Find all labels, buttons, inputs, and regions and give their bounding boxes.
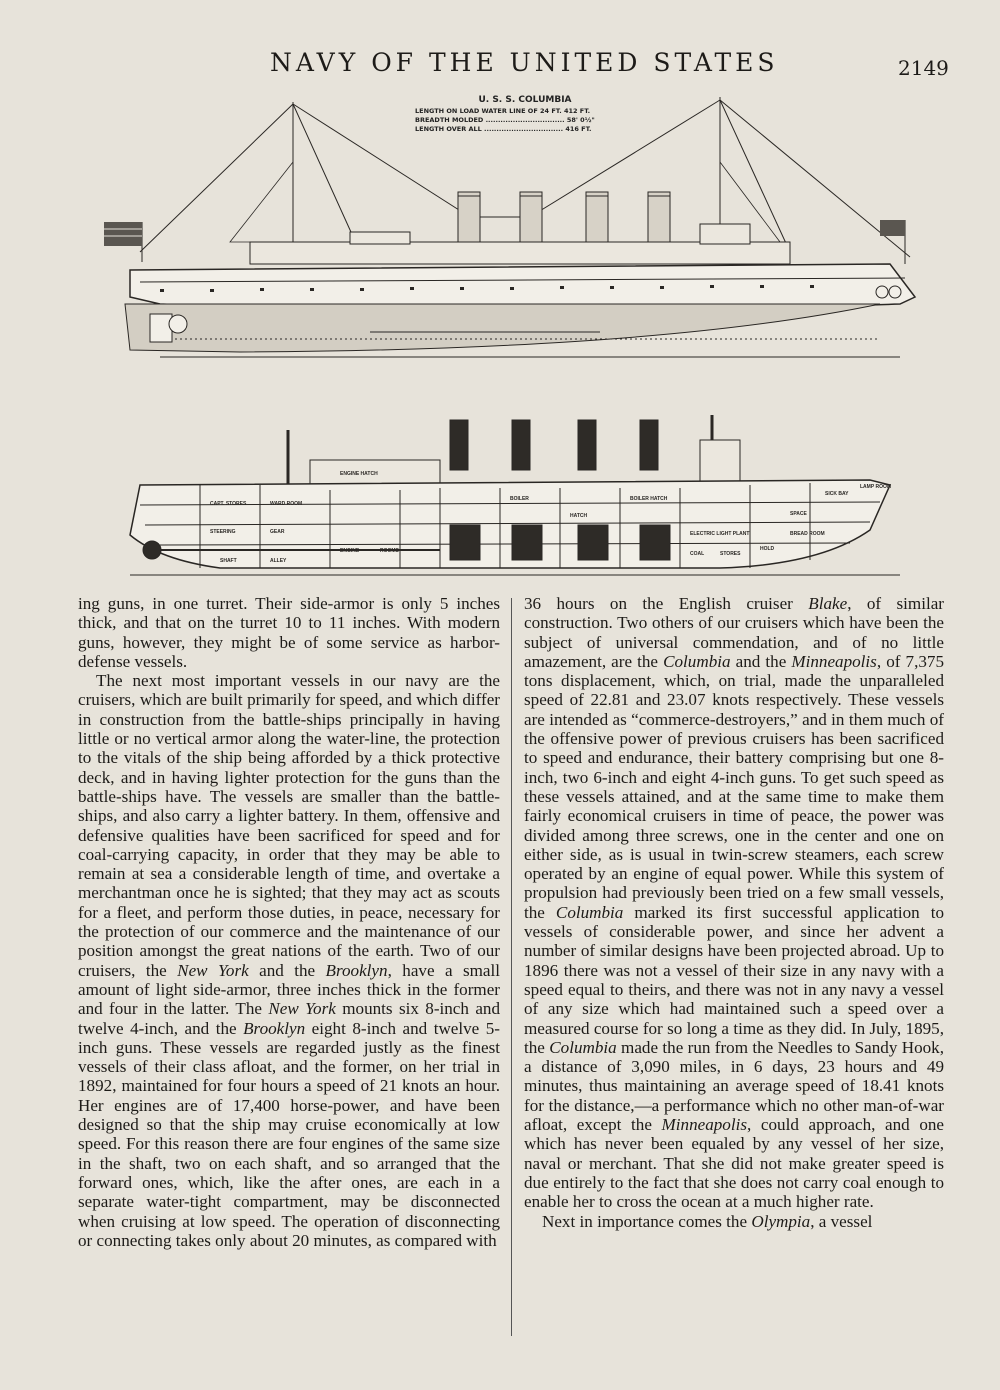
text-run: made the run from the Needles to Sandy Hook, a distance of 3,090 miles, in 6 days, 23 hours and 49 minutes, thus maintaining an average speed of 18.41 knots for the distance,—a performance which no other man-of-war afloat, except the [524,1037,944,1135]
paragraph [524,1212,944,1231]
section-label: ENGINE [340,548,360,554]
section-label: GEAR [270,529,285,535]
running-head: NAVY OF THE UNITED STATES [270,48,779,77]
text-run: eight 8-inch and twelve 5-inch guns. These vessels are regarded justly as the finest vessels of their class afloat, and the former, on her trial in 1892, maintained for four hours a speed of 21 knots an hour. Her engines are of 17,400 horse-power, and have been designed so that the ship may cruise economically at low speed. For this reason there are four engines of the same size in the shaft, two on each shaft, and so arranged that the forward ones, which, like the after ones, are each in a separate water-tight compartment, may be disconnected when cruising at low speed. The operation of disconnecting or connecting takes only about 20 minutes, as compared with [78,1018,501,1250]
section-label: HATCH [570,513,588,519]
column-rule [511,598,512,1336]
text-run: marked its first successful application to vessels of considerable power, and since her advent a number of similar designs have been projected abroad. Up to 1896 there was not a vessel of their size in any navy with a speed equal to theirs, and there was not in any navy a vessel of any size which had maintained such a speed over a measured course for so long a time as they did. In July, 1895, the [524,902,944,1057]
section-label: SPACE [790,511,807,517]
section-label: BREAD ROOM [790,531,825,537]
figure-title: U. S. S. COLUMBIA [478,95,572,105]
text-run: 36 hours on the English cruiser [524,594,809,613]
section-label: STORES [720,551,741,557]
right-column [524,594,944,1231]
text-run: , of similar construction. Two others of our cruisers which have been the subject of universal commendation, and of no little amazement, are the [524,594,944,671]
italic-text: Columbia [663,651,731,671]
paragraph [78,671,500,1250]
italic-text: Olympia [751,1211,811,1231]
italic-text: New York [268,999,336,1019]
section-label: ENGINE HATCH [340,471,378,477]
section-label: ROOMS [380,548,399,554]
section-label: ELECTRIC LIGHT PLANT [690,531,750,537]
italic-text: Columbia [549,1037,617,1057]
text-run: , a vessel [810,1211,873,1231]
italic-text: Minneapolis [661,1115,747,1135]
section-label: WARD ROOM [270,501,303,507]
section-label: CAPT. STORES [210,501,247,507]
section-label: ALLEY [270,558,287,564]
text-run: The next most important vessels in our navy are the cruisers, which are built primarily for speed, and which differ in construction from the battle-ships principally in having little or no vertical armor along the water-line, the protection to the vitals of the ship being afforded by a thick protective deck, and in having lighter protection for the guns than the battle-ships have. The vessels are smaller than the battle-ships, and also carry a lighter battery. In them, offensive and defensive qualities have been sacrificed for speed and for coal-carrying capacity, in order that they may be able to remain at sea a considerable length of time, and overtake a merchantman once he is sighted; that they may act as scouts for a fleet, and perform those duties, in peace, necessary for the protection of our commerce and the maintenance of our position amongst the great nations of the earth. Two of our cruisers, the [78,671,500,980]
section-label: COAL [690,551,705,557]
spec-line: LENGTH ON LOAD WATER LINE OF 24 FT. 412 FT. [415,107,591,115]
text-run: mounts six 8-inch and twelve 4-inch, and the [78,999,501,1038]
text-run: Next in importance comes the [542,1211,752,1231]
section-label: BOILER HATCH [630,496,668,502]
italic-text: Minneapolis [791,651,877,671]
section-label: SICK BAY [825,491,849,497]
stern-flag-icon [104,222,142,262]
text-run: and the [730,651,792,671]
section-label: HOLD [760,546,775,552]
italic-text: Brooklyn [243,1018,306,1038]
italic-text: Blake [808,594,848,613]
ship-section-drawing [100,410,920,580]
italic-text: New York [177,960,249,980]
left-column [78,594,500,1250]
page-number: 2149 [898,56,949,80]
ship-profile-figure [100,92,920,377]
paragraph [78,594,500,671]
text-run: , have a small amount of light side-armor, three inches thick in the former and four in the latter. The [78,960,501,1019]
text-run: , of 7,375 tons displacement, which, on trial, made the unparalleled speed of 22.81 and 23.07 knots respectively. These vessels are intended as “commerce-destroyers,” and in them much of the offensive power of previous cruisers has been sacrificed to speed and endurance, their battery comprising but one 8-inch, two 6-inch and eight 4-inch guns. To get such speed as these vessels attained, and at the same time to make them fairly economical cruisers in time of peace, the power was divided among three screws, one in the center and one on either side, as is usual in twin-screw steamers, each screw operated by an engine of equal power. While this system of propulsion had previously been tried on a few small vessels, the [524,651,944,922]
figure-caption [415,95,635,134]
section-label: BOILER [510,496,529,502]
paragraph [524,594,944,1212]
spec-line: LENGTH OVER ALL ................................ 416 FT. [415,125,592,133]
section-label: STEERING [210,529,236,535]
spec-line: BREADTH MOLDED ................................ 58' 0½" [415,116,595,124]
italic-text: Brooklyn [325,960,388,980]
ship-section-figure [100,410,920,580]
text-run: and the [248,960,326,980]
ship-profile-drawing [100,92,920,377]
text-run: ing guns, in one turret. Their side-armor is only 5 inches thick, and that on the turret 10 to 11 inches. With modern guns, however, they might be of some service as harbor-defense vessels. [78,594,500,671]
text-run: , could approach, and one which has never been equaled by any vessel of her size, naval or merchant. That she did not make greater speed is due entirely to the fact that she does not carry coal enough to enable her to cross the ocean at a much higher rate. [524,1115,944,1212]
section-label: SHAFT [220,558,237,564]
italic-text: Columbia [555,902,624,922]
section-label: LAMP ROOM [860,484,892,490]
